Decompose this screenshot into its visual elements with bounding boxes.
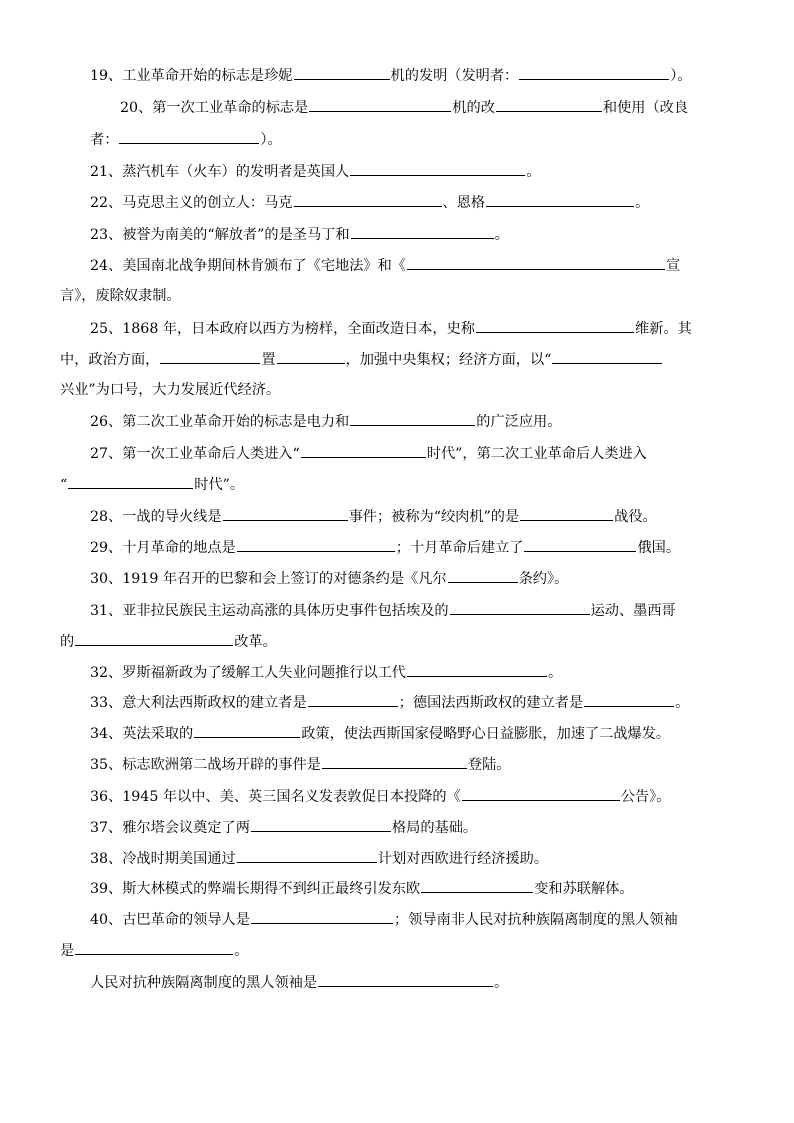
question-text: 言》，废除奴隶制。 — [60, 288, 181, 304]
question-text: 维新。其 — [634, 321, 692, 337]
question-text: 。 — [234, 943, 249, 959]
question-line — [0, 972, 508, 992]
question-text: 公告》。 — [620, 789, 671, 805]
question-text: 29、十月革命的地点是 — [90, 540, 236, 556]
answer-blank[interactable] — [308, 692, 398, 707]
question-text: 37、雅尔塔会议奠定了两 — [90, 820, 250, 836]
question-text: 计划对西欧进行经济援助。 — [377, 851, 549, 867]
question-line — [0, 631, 277, 651]
question-text: 。 — [526, 164, 541, 180]
answer-blank[interactable] — [75, 631, 233, 646]
answer-blank[interactable] — [251, 817, 391, 832]
question-text: 运动、墨西哥 — [590, 603, 676, 619]
answer-blank[interactable] — [277, 349, 345, 364]
question-text: 33、意大利法西斯政权的建立者是 — [90, 695, 307, 711]
question-text: 中，政治方面， — [60, 352, 160, 368]
question-text: ）。 — [260, 132, 282, 148]
question-text: “ — [60, 477, 68, 493]
answer-blank[interactable] — [407, 255, 665, 270]
answer-blank[interactable] — [160, 349, 260, 364]
answer-blank[interactable] — [350, 411, 475, 426]
question-text: 格局的基础。 — [391, 820, 478, 836]
answer-blank[interactable] — [251, 909, 393, 924]
question-line — [0, 692, 689, 712]
question-text: 是 — [60, 943, 75, 959]
question-text: 23、被誉为南美的“解放者”的是圣马丁和 — [90, 227, 350, 243]
answer-blank[interactable] — [294, 65, 390, 80]
question-line — [0, 786, 670, 806]
question-text: 人民对抗种族隔离制度的黑人领袖是 — [90, 975, 318, 991]
question-line — [0, 286, 181, 306]
question-text: 事件；被称为“绞肉机”的是 — [348, 509, 520, 525]
answer-blank[interactable] — [194, 723, 300, 738]
question-line — [0, 723, 670, 743]
question-text: 22、马克思主义的创立人：马克 — [90, 195, 293, 211]
question-text: 政策，使法西斯国家侵略野心日益膨胀，加速了二战爆发。 — [301, 726, 671, 742]
question-line — [0, 129, 282, 149]
question-line — [0, 568, 568, 588]
question-text: ）。 — [670, 68, 692, 84]
question-text: 。 — [675, 695, 690, 711]
question-line — [0, 909, 678, 929]
question-text: 21、蒸汽机车（火车）的发明者是英国人 — [90, 164, 350, 180]
question-line — [0, 255, 680, 275]
question-line — [0, 506, 657, 526]
question-line — [0, 318, 692, 338]
answer-blank[interactable] — [75, 940, 233, 955]
question-text: 26、第二次工业革命开始的标志是电力和 — [90, 414, 350, 430]
question-text: 35、标志欧洲第二战场开辟的事件是 — [90, 757, 321, 773]
question-line — [0, 65, 691, 85]
question-line — [0, 224, 509, 244]
question-text: 、恩格 — [442, 195, 486, 211]
question-text: 38、冷战时期美国通过 — [90, 851, 236, 867]
question-text: 28、一战的导火线是 — [90, 509, 222, 525]
answer-blank[interactable] — [309, 97, 451, 112]
answer-blank[interactable] — [421, 878, 533, 893]
question-line — [0, 662, 562, 682]
question-text: ；十月革命后建立了 — [395, 540, 524, 556]
answer-blank[interactable] — [496, 97, 602, 112]
question-text: 时代”，第二次工业革命后人类进入 — [426, 446, 647, 462]
question-text: 变和苏联解体。 — [534, 881, 634, 897]
question-line — [0, 443, 647, 463]
question-line — [0, 600, 676, 620]
question-line — [0, 161, 540, 181]
question-text: 36、1945 年以中、美、英三国名义发表敦促日本投降的《 — [90, 789, 461, 805]
answer-blank[interactable] — [476, 318, 634, 333]
answer-blank[interactable] — [520, 506, 613, 521]
question-line — [0, 848, 548, 868]
question-text: 登陆。 — [467, 757, 511, 773]
answer-blank[interactable] — [237, 848, 377, 863]
question-text: 25、1868 年，日本政府以西方为榜样，全面改造日本，史称 — [90, 321, 475, 337]
answer-blank[interactable] — [524, 537, 636, 552]
question-line — [0, 380, 280, 400]
answer-blank[interactable] — [462, 786, 620, 801]
answer-blank[interactable] — [294, 192, 442, 207]
question-text: 机的改 — [452, 100, 495, 116]
question-text: 战役。 — [614, 509, 657, 525]
question-text: 置 — [261, 352, 276, 368]
question-text: 者： — [90, 132, 119, 148]
question-text: 宣 — [666, 258, 681, 274]
question-line — [0, 474, 244, 494]
question-text: 31、亚非拉民族民主运动高涨的具体历史事件包括埃及的 — [90, 603, 449, 619]
question-text: 20、第一次工业革命的标志是 — [120, 100, 309, 116]
answer-blank[interactable] — [322, 754, 467, 769]
question-text: ，加强中央集权；经济方面，以“ — [345, 352, 552, 368]
question-text: ；领导南非人民对抗种族隔离制度的黑人领袖 — [393, 912, 678, 928]
question-text: 改革。 — [234, 634, 277, 650]
question-text: 19、工业革命开始的标志是珍妮 — [90, 68, 293, 84]
question-text: 俄国。 — [637, 540, 681, 556]
question-text: 的广泛应用。 — [476, 414, 562, 430]
question-text: 40、古巴革命的领导人是 — [90, 912, 250, 928]
question-text: 24、美国南北战争期间林肯颁布了《宅地法》和《 — [90, 258, 406, 274]
answer-blank[interactable] — [68, 474, 193, 489]
answer-blank[interactable] — [237, 537, 395, 552]
answer-blank[interactable] — [318, 972, 493, 987]
question-text: 机的发明（发明者： — [390, 68, 519, 84]
question-text: 34、英法采取的 — [90, 726, 194, 742]
question-line — [0, 817, 477, 837]
question-text: 。 — [635, 195, 650, 211]
answer-blank[interactable] — [407, 662, 547, 677]
question-text: 39、斯大林模式的弊端长期得不到纠正最终引发东欧 — [90, 881, 421, 897]
question-text: 的 — [60, 634, 75, 650]
question-text: 。 — [494, 227, 509, 243]
question-line — [0, 411, 561, 431]
question-text: 30、1919 年召开的巴黎和会上签订的对德条约是《凡尔 — [90, 571, 447, 587]
answer-blank[interactable] — [486, 192, 634, 207]
question-line — [0, 940, 248, 960]
question-text: ；德国法西斯政权的建立者是 — [398, 695, 584, 711]
question-text: 。 — [494, 975, 509, 991]
answer-blank[interactable] — [351, 224, 494, 239]
question-line — [0, 754, 510, 774]
question-text: 和使用（改良 — [602, 100, 689, 116]
answer-blank[interactable] — [119, 129, 259, 144]
question-text: 条约》。 — [518, 571, 569, 587]
answer-blank[interactable] — [584, 692, 674, 707]
question-line — [0, 537, 680, 557]
question-text: 时代”。 — [194, 477, 245, 493]
question-text: 32、罗斯福新政为了缓解工人失业问题推行以工代 — [90, 665, 406, 681]
answer-blank[interactable] — [552, 349, 662, 364]
answer-blank[interactable] — [350, 161, 525, 176]
answer-blank[interactable] — [301, 443, 426, 458]
answer-blank[interactable] — [448, 568, 518, 583]
question-line — [0, 349, 663, 369]
question-line — [0, 97, 688, 117]
answer-blank[interactable] — [450, 600, 590, 615]
question-line — [0, 878, 634, 898]
answer-blank[interactable] — [223, 506, 348, 521]
question-line — [0, 192, 649, 212]
question-text: 兴业”为口号，大力发展近代经济。 — [60, 382, 281, 398]
question-text: 27、第一次工业革命后人类进入“ — [90, 446, 300, 462]
answer-blank[interactable] — [519, 65, 669, 80]
question-text: 。 — [548, 665, 563, 681]
